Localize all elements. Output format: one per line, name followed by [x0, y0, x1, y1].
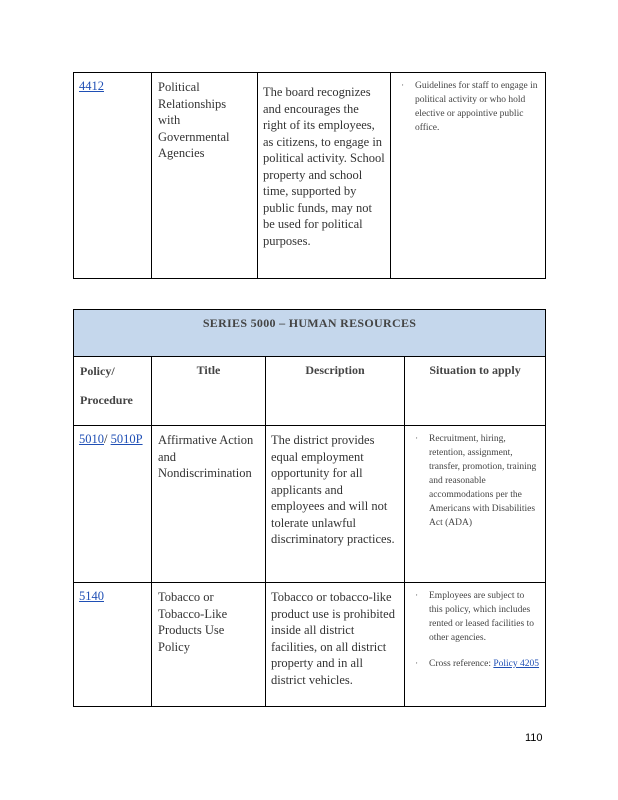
policy-4412-table [73, 72, 546, 279]
policy-link-5140[interactable]: 5140 [79, 589, 104, 603]
table-row [74, 583, 546, 707]
situation-bullet-cross-reference [415, 657, 539, 671]
situation-bullet: · Recruitment, hiring, retention, assignment, transfer, promotion, training and reasonable accommodations per the Americans with Disabilities Act (ADA) [415, 432, 539, 530]
policy-situation [391, 73, 546, 279]
column-header-description: Description [266, 357, 405, 426]
policy-code-cell [74, 426, 152, 583]
series-heading-row [74, 310, 546, 357]
policy-link-4205[interactable]: Policy 4205 [493, 659, 540, 669]
column-header-policy [74, 357, 152, 426]
policy-situation [405, 583, 546, 707]
series-5000-table [73, 309, 546, 707]
policy-title: Tobacco or Tobacco-Like Products Use Policy [152, 583, 266, 707]
page-number: 110 [525, 732, 543, 744]
code-separator: / [104, 432, 108, 446]
table-row [74, 426, 546, 583]
column-header-title: Title [152, 357, 266, 426]
policy-link-4412[interactable]: 4412 [79, 79, 104, 93]
table-row [74, 73, 546, 279]
cross-reference-label: Cross reference: [429, 659, 494, 669]
policy-situation [405, 426, 546, 583]
column-header-policy-line1: Policy/ [80, 364, 115, 378]
column-header-policy-line2: Procedure [80, 393, 133, 407]
situation-bullet: · Employees are subject to this policy, which includes rented or leased facilities to other agencies. [415, 589, 539, 645]
series-heading: SERIES 5000 – HUMAN RESOURCES [74, 310, 546, 357]
policy-title: Affirmative Action and Nondiscrimination [152, 426, 266, 583]
policy-link-5010p[interactable]: 5010P [110, 432, 143, 446]
policy-code-cell [74, 583, 152, 707]
policy-code-cell [74, 73, 152, 279]
policy-link-5010[interactable]: 5010 [79, 432, 104, 446]
column-header-situation: Situation to apply [405, 357, 546, 426]
policy-title: Political Relationships with Governmental Agencies [152, 73, 258, 279]
situation-bullet: · Guidelines for staff to engage in political activity or who hold elective or appointive public office. [401, 79, 539, 135]
policy-description: The district provides equal employment opportunity for all applicants and employees and will not tolerate unlawful discriminatory practices. [266, 426, 405, 583]
policy-description: The board recognizes and encourages the right of its employees, as citizens, to engage in political activity. School property and school time, supported by public funds, may not be used for political purposes. [258, 73, 391, 279]
column-header-row [74, 357, 546, 426]
policy-description: Tobacco or tobacco-like product use is prohibited inside all district facilities, on all district property and in all district vehicles. [266, 583, 405, 707]
